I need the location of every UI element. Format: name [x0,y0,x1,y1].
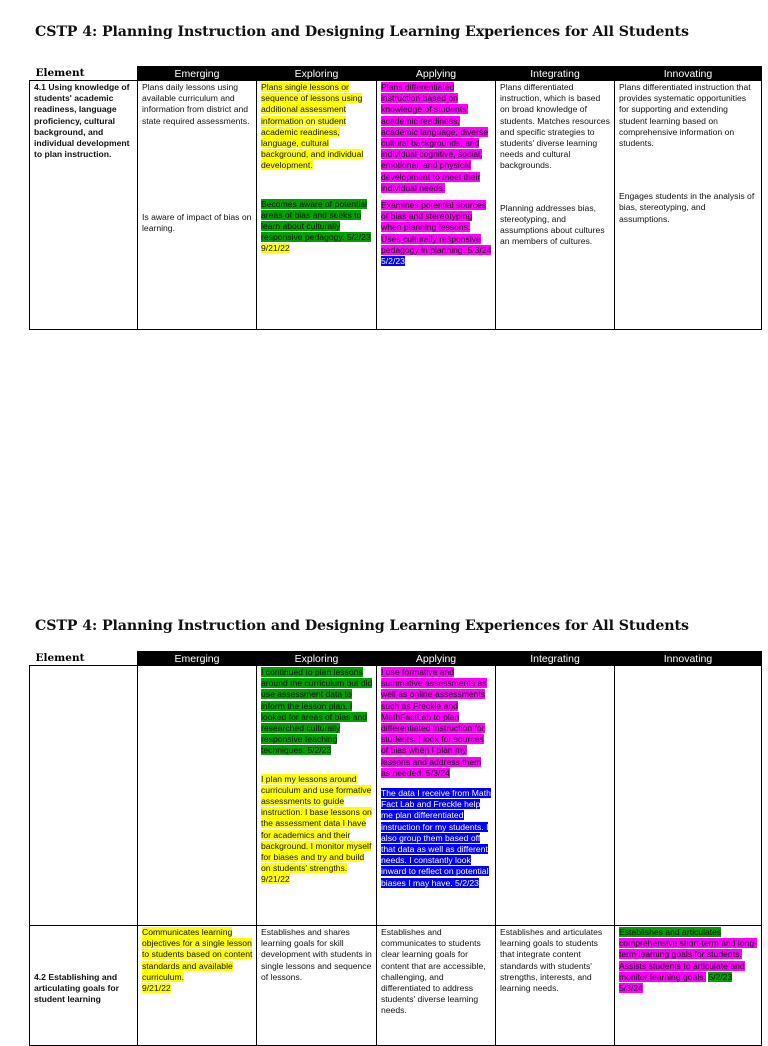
cell-element-empty [30,666,138,926]
header-applying: Applying [377,652,496,666]
cell-innovating-empty [615,666,762,926]
highlighted-text: Becomes aware of potential areas of bias and seeks to learn about culturally responsive pedagogy. 5/2/23 [261,198,371,243]
cell-text: Is aware of impact of bias on learning. [142,211,252,234]
cell-text: Engages students in the analysis of bias, stereotyping, and assumptions. [619,191,755,224]
cell-text: Establishes and articulates learning goals to students that integrate content standards with students' strengths, interests, and learning needs. [500,927,603,994]
cell-text: Plans differentiated instruction, which is based on broad knowledge of students. Matches resources and specific strategies to students' diverse learning needs and cultural backgrounds. [500,82,610,171]
highlighted-text: Examines potential sources of bias and stereotyping when planning lessons. Uses culturally responsive pedagogy in planning. 5/3/24 [381,200,492,255]
cell-innovating [615,81,762,330]
highlighted-date: 9/21/22 [142,983,171,994]
header-element: Element [30,67,138,81]
table-row [30,666,762,926]
highlighted-text: comprehensive short-term and long-term learning goals for students. Assists students to articulate and monitor learning goals. [619,938,758,982]
reflection-text: I plan my lessons around curriculum and use formative assessments to guide instruction. I base lessons on the assessment data I have for academics and their background. I monitor myself for biases and try and build on students' strengths. 9/21/22 [261,773,372,885]
table-row [30,81,762,330]
highlighted-date: 5/2/23 [708,971,733,982]
header-innovating: Innovating [615,652,762,666]
cell-integrating [496,926,615,1046]
cell-exploring [257,81,377,330]
cell-integrating [496,81,615,330]
element-4-1: 4.1 Using knowledge of students' academic readiness, language proficiency, cultural background, and individual development to plan instruction. [30,81,138,330]
cell-applying [377,666,496,926]
highlighted-date: 5/2/23 [381,256,405,267]
highlighted-text: Establishes and articulates [619,927,722,937]
cell-emerging-empty [138,666,257,926]
header-applying: Applying [377,67,496,81]
reflection-text: I continued to plan lessons around the curriculum but did use assessment data to inform the lesson plan. I looked for areas of bias and researched culturally responsive teaching techniques. 5/2/23 [261,667,373,756]
cell-text: Planning addresses bias, stereotyping, and assumptions about cultures an members of cultures. [500,202,605,247]
header-integrating: Integrating [496,67,615,81]
page-title: CSTP 4: Planning Instruction and Designing Learning Experiences for All Students [35,24,689,40]
cell-exploring [257,666,377,926]
header-row [30,652,762,666]
rubric-table-2 [29,651,762,1046]
reflection-text: I use formative and summative assessments as well as online assessments such as Freckle and MathFactLab to plan differentiated instruction for students. I look for sources of bias when I plan my lessons and address them as needed. 5/3/24 [381,667,487,778]
element-4-2: 4.2 Establishing and articulating goals for student learning [30,926,138,1046]
header-exploring: Exploring [257,652,377,666]
header-exploring: Exploring [257,67,377,81]
cell-applying [377,81,496,330]
header-emerging: Emerging [138,652,257,666]
cell-text: Plans daily lessons using available curriculum and information from district and state required assessments. [142,82,250,126]
table-row [30,926,762,1046]
cell-text: Establishes and communicates to students clear learning goals for content that are accessible, challenging, and differentiated to address students' diverse learning needs. [381,927,486,1016]
cell-emerging [138,926,257,1046]
highlighted-date: 5/3/24 [619,983,643,994]
cell-text: Plans differentiated instruction that provides systematic opportunities for supporting and extending student learning based on comprehensive information on students. [619,82,751,149]
highlighted-date: 9/21/22 [261,243,290,254]
cell-exploring [257,926,377,1046]
cell-applying [377,926,496,1046]
header-row [30,67,762,81]
header-integrating: Integrating [496,652,615,666]
page-title-2: CSTP 4: Planning Instruction and Designing Learning Experiences for All Students [35,618,689,634]
highlighted-text: Communicates learning objectives for a single lesson to students based on content standards and available curriculum. [142,927,253,982]
highlighted-text: Plans differentiated instruction based on knowledge of students' academic readiness, academic language, diverse cultural backgrounds, and individual cognitive, social, emotional, and physical development to meet their individual needs. [381,82,489,193]
header-innovating: Innovating [615,67,762,81]
reflection-text: The data I receive from Math Fact Lab and Freckle help me plan differentiated instruction for my students. I also group them based off that data as well as different needs. I constantly look inward to reflect on potential biases I may have. 5/2/23 [381,788,491,888]
rubric-table-1 [29,66,762,330]
cell-emerging [138,81,257,330]
highlighted-text: Plans single lessons or sequence of lessons using additional assessment information on student academic readiness, language, cultural background, and individual development. [261,82,364,171]
cell-innovating [615,926,762,1046]
cell-integrating-empty [496,666,615,926]
header-element: Element [30,652,138,666]
header-emerging: Emerging [138,67,257,81]
cell-text: Establishes and shares learning goals for skill development with students in single lessons and sequence of lessons. [261,927,372,982]
